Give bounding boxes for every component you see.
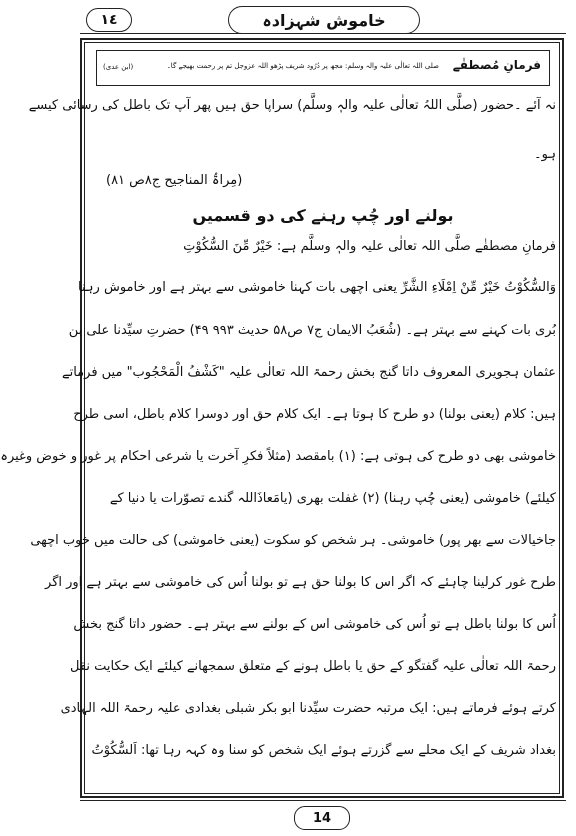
header-divider	[80, 33, 566, 34]
hadith-box-source: (ابن عدی)	[103, 63, 134, 71]
body-line-12: اُس کا بولنا باطل ہے تو اُس کی خاموشی اس کے بولنے سے بہتر ہے۔ حضور داتا گنج بخش	[73, 617, 556, 632]
body-line-7: ہیں: کلام (یعنی بولنا) دو طرح کا ہوتا ہے۔ ایک کلام حق اور دوسرا کلام باطل، اسی طرح	[73, 407, 556, 422]
body-line-9: کیلئے) خاموشی (یعنی چُپ رہنا) (۲) غفلت بھری (یامَعاذَاللہ گندے تصوّرات یا دنیا کے	[109, 491, 556, 506]
body-line-14: کرتے ہوئے فرماتے ہیں: ایک مرتبہ حضرت سیِّدنا ابو بکر شبلی بغدادی علیہ رحمۃ اللہ الہادی	[60, 701, 556, 716]
body-line-1: نہ آئے ۔حضور (صلَّی اللہُ تعالٰی علیہ والہٖ وسلَّم) سراپا حق ہیں پھر آپ تک باطل کی رسائی کیسے	[28, 98, 556, 113]
body-line-2: ہو۔	[534, 147, 556, 162]
body-line-10: جاخیالات سے بھر پور) خاموشی۔ ہر شخص کو سکوت (یعنی خاموشی) کی حالت میں خوب اچھی	[30, 533, 556, 548]
section-heading: بولنے اور چُپ رہنے کی دو قسمیں	[192, 206, 454, 225]
header-page-number: ١٤	[86, 8, 132, 32]
body-line-3: فرمانِ مصطفٰے صلَّی اللہ تعالٰی علیہ والہٖ وسلَّم ہے: خَیْرٌ مِّنَ السُّکُوْتِ	[183, 239, 556, 254]
hadith-box-text: صلی اللہ تعالٰی علیہ والہ وسلم: مجھ پر دُرُود شریف پڑھو اللہ عزوجل تم پر رحمت بھیجے گا۔	[166, 62, 439, 70]
footer-divider	[80, 800, 566, 801]
body-line-8: خاموشی بھی دو طرح کی ہوتی ہے: (۱) بامقصد (مثلاً فکرِ آخرت یا شرعی احکام پر غور و خوض وغیرہ	[0, 449, 556, 464]
body-line-6: عثمان ہجویری المعروف داتا گنج بخش رحمۃ اللہ تعالٰی علیہ "کَشْفُ الْمَحْجُوب" میں فرماتے	[61, 365, 556, 380]
body-line-15: بغداد شریف کے ایک محلے سے گزرتے ہوئے ایک شخص کو سنا وہ کہہ رہا تھا: اَلسُّکُوْتُ	[91, 743, 556, 758]
hadith-box-title: فرمانِ مُصطفٰے	[452, 58, 541, 72]
citation: (مِراۃُ المناجیح ج۸ص ۸۱)	[106, 173, 243, 188]
body-line-5: بُری بات کہنے سے بہتر ہے۔ (شُعَبُ الایمان ج۷ ص۵۸ حدیث ۹۹۳ ۴۹) حضرتِ سیِّدنا علی بن	[68, 323, 556, 338]
body-line-11: طرح غور کرلینا چاہئے کہ اگر اس کا بولنا حق ہے تو بولنا اُس کی خاموشی سے بہتر ہے اور اگر	[45, 575, 556, 590]
body-line-13: رحمۃ اللہ تعالٰی علیہ گفتگو کے حق یا باطل ہونے کے متعلق سمجھانے کیلئے ایک حکایت نقل	[69, 659, 556, 674]
book-title: خاموش شہزادہ	[228, 6, 420, 34]
hadith-box	[96, 50, 550, 86]
body-line-4: وَالسُّکُوْتُ خَیْرٌ مِّنْ اِمْلَاءِ الشَّرِّ یعنی اچھی بات کہنا خاموشی سے بہتر ہے اور خاموش رہنا	[78, 280, 556, 295]
footer-page-number: 14	[294, 806, 350, 830]
